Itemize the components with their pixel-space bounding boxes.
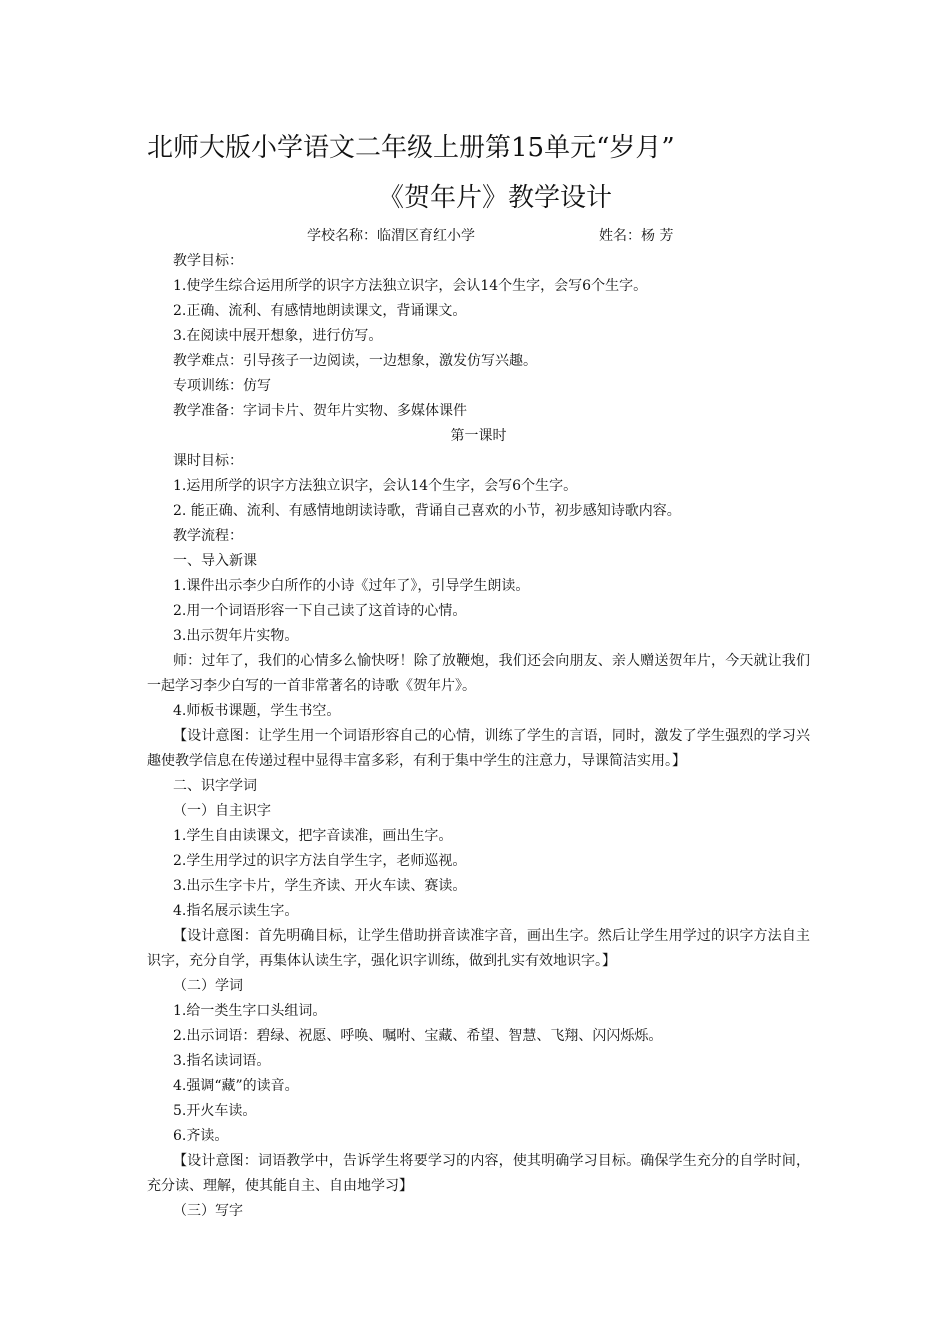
paragraph: 1.运用所学的识字方法独立识字，会认14个生字，会写6个生字。 xyxy=(173,478,578,494)
paragraph: 3.在阅读中展开想象，进行仿写。 xyxy=(173,328,383,344)
paragraph: 5.开火车读。 xyxy=(173,1103,257,1119)
paragraph: 4.指名展示读生字。 xyxy=(173,903,299,919)
paragraph: 【设计意图：让学生用一个词语形容自己的心情，训练了学生的言语，同时，激发了学生强烈的学习兴趣使教学信息在传递过程中显得丰富多彩，有利于集中学生的注意力，导课简洁实用。】 xyxy=(147,728,810,769)
school-name: 学校名称：临渭区育红小学 xyxy=(307,228,475,244)
document-title-line2: 《贺年片》教学设计 xyxy=(377,183,612,213)
paragraph: 一、导入新课 xyxy=(173,553,257,569)
paragraph: 4.师板书课题，学生书空。 xyxy=(173,703,341,719)
document-title-line1: 北师大版小学语文二年级上册第15单元“岁月” xyxy=(147,133,675,163)
paragraph: 二、识字学词 xyxy=(173,778,257,794)
paragraph: 【设计意图：首先明确目标，让学生借助拼音读准字音，画出生字。然后让学生用学过的识字方法自主识字，充分自学，再集体认读生字，强化识字训练，做到扎实有效地识字。】 xyxy=(147,928,810,969)
paragraph: （三）写字 xyxy=(173,1203,243,1219)
paragraph: 教学流程： xyxy=(173,528,243,544)
paragraph: 2. 能正确、流利、有感情地朗读诗歌，背诵自己喜欢的小节，初步感知诗歌内容。 xyxy=(173,503,681,519)
paragraph: 教学准备：字词卡片、贺年片实物、多媒体课件 xyxy=(173,403,467,419)
paragraph: 教学难点：引导孩子一边阅读，一边想象，激发仿写兴趣。 xyxy=(173,353,537,369)
paragraph: 1.学生自由读课文，把字音读准，画出生字。 xyxy=(173,828,453,844)
document-body xyxy=(147,249,810,1224)
paragraph: 1.使学生综合运用所学的识字方法独立识字，会认14个生字，会写6个生字。 xyxy=(173,278,648,294)
paragraph: 2.学生用学过的识字方法自学生字，老师巡视。 xyxy=(173,853,467,869)
paragraph: 师：过年了，我们的心情多么愉快呀！除了放鞭炮，我们还会向朋友、亲人赠送贺年片，今天就让我们一起学习李少白写的一首非常著名的诗歌《贺年片》。 xyxy=(147,653,810,694)
paragraph: 2.用一个词语形容一下自己读了这首诗的心情。 xyxy=(173,603,467,619)
paragraph: 1.课件出示李少白所作的小诗《过年了》，引导学生朗读。 xyxy=(173,578,530,594)
paragraph: 2.正确、流利、有感情地朗读课文，背诵课文。 xyxy=(173,303,467,319)
paragraph: （一）自主识字 xyxy=(173,803,271,819)
paragraph: 3.出示贺年片实物。 xyxy=(173,628,299,644)
paragraph: 4.强调“藏”的读音。 xyxy=(173,1078,299,1094)
paragraph: 课时目标： xyxy=(173,453,243,469)
paragraph: 教学目标： xyxy=(173,253,243,269)
paragraph: （二）学词 xyxy=(173,978,243,994)
paragraph: 3.出示生字卡片，学生齐读、开火车读、赛读。 xyxy=(173,878,467,894)
paragraph: 专项训练：仿写 xyxy=(173,378,271,394)
paragraph: 6.齐读。 xyxy=(173,1128,229,1144)
paragraph: 3.指名读词语。 xyxy=(173,1053,271,1069)
paragraph: 2.出示词语：碧绿、祝愿、呼唤、嘱咐、宝藏、希望、智慧、飞翔、闪闪烁烁。 xyxy=(173,1028,663,1044)
paragraph: 【设计意图：词语教学中，告诉学生将要学习的内容，使其明确学习目标。确保学生充分的自学时间，充分读、理解，使其能自主、自由地学习】 xyxy=(147,1153,810,1194)
paragraph: 1.给一类生字口头组词。 xyxy=(173,1003,327,1019)
paragraph: 第一课时 xyxy=(450,428,507,444)
author-name: 姓名：杨 芳 xyxy=(599,228,674,244)
